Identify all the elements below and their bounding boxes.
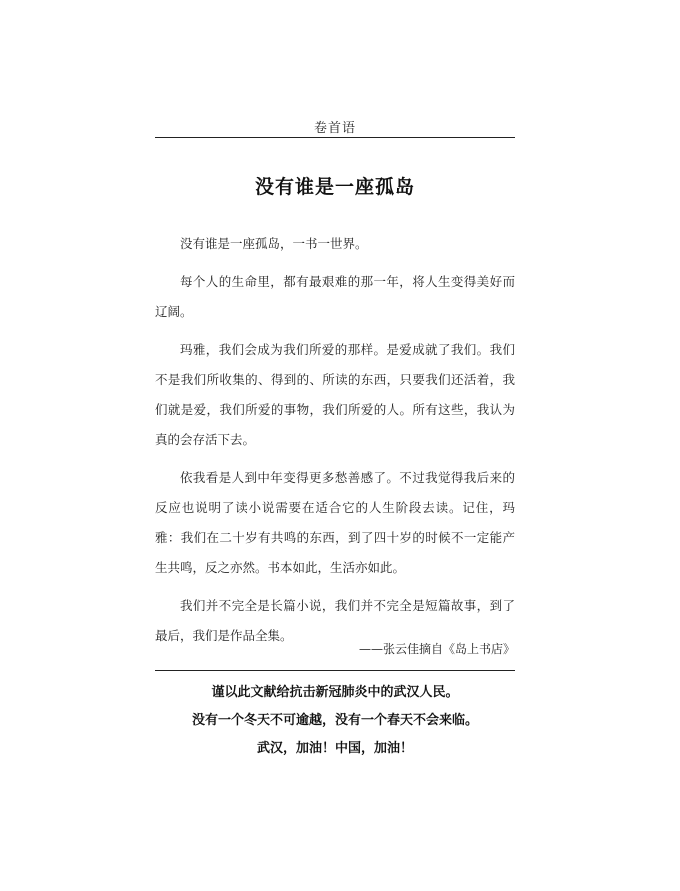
- dedication-line-1: 谨以此文献给抗击新冠肺炎中的武汉人民。: [211, 685, 459, 700]
- dedication-block: [155, 679, 515, 763]
- paragraph-5: 我们并不完全是长篇小说，我们并不完全是短篇故事，到了最后，我们是作品全集。: [155, 598, 515, 643]
- paragraph-3: 玛雅，我们会成为我们所爱的那样。是爱成就了我们。我们不是我们所收集的、得到的、所读的东西，只要我们还活着，我们就是爱，我们所爱的事物，我们所爱的人。所有这些，我认为真的会存活下去。: [155, 342, 515, 447]
- dedication-line-2: 没有一个冬天不可逾越，没有一个春天不会来临。: [191, 713, 478, 728]
- paragraph-2: 每个人的生命里，都有最艰难的那一年，将人生变得美好而辽阔。: [155, 274, 515, 319]
- document-page: [155, 0, 515, 891]
- paragraph-4: 依我看是人到中年变得更多愁善感了。不过我觉得我后来的反应也说明了读小说需要在适合它的人生阶段去读。记住，玛雅：我们在二十岁有共鸣的东西，到了四十岁的时候不一定能产生共鸣，反之亦然。书本如此，生活亦如此。: [155, 470, 515, 575]
- dedication-line-3: 武汉，加油！中国，加油！: [256, 741, 413, 756]
- paragraph-1: 没有谁是一座孤岛，一书一世界。: [180, 236, 368, 251]
- top-divider: [155, 137, 515, 138]
- bottom-divider: [155, 670, 515, 671]
- section-header: 卷首语: [313, 121, 356, 136]
- article-body: [155, 229, 515, 659]
- article-title: 没有谁是一座孤岛: [254, 176, 415, 198]
- attribution: ——张云佳摘自《岛上书店》: [358, 642, 515, 656]
